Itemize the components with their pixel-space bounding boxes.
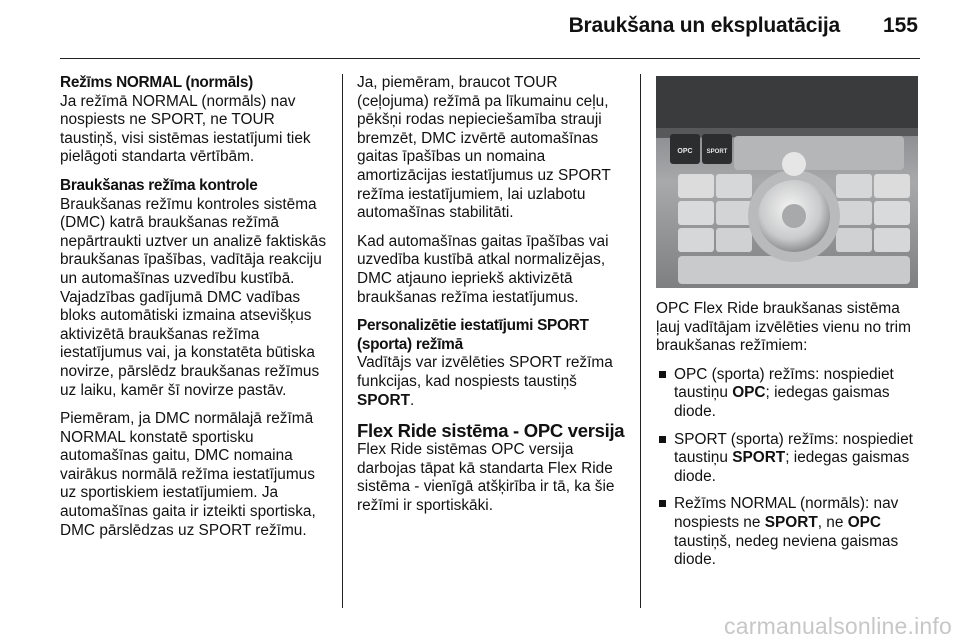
list-item-text: ; iedegas gaismas diode. (674, 449, 910, 485)
list-item-text: , ne (817, 513, 848, 531)
opc-key-name: OPC (732, 384, 766, 402)
list-item-text: SPORT (sporta) režīms: nospiediet taustiņu (674, 430, 913, 467)
sport-key-name: SPORT (732, 449, 786, 467)
list-item (656, 431, 918, 487)
page-header (0, 0, 960, 62)
control-panel-photo (656, 76, 918, 288)
paragraph: Ja, piemēram, braucot TOUR (ceļojuma) režīmā pa līkumainu ceļu, pēkšņi rodas nepieciešamība strauji bremzēt, DMC izvērtē automašīnas gaitas īpašības un nomaina amortizācijas iestatījumus uz SPORT režīma iestatījumiem, lai uzlabotu automašīnas stabilitāti. (357, 74, 611, 222)
paragraph: Kad automašīnas gaitas īpašības vai uzvedība kustībā atkal normalizējas, DMC atjauno iepriekš aktivizētā braukšanas režīma iestatījumus. (357, 232, 609, 306)
opc-button-label: OPC (677, 148, 693, 155)
watermark: carmanualsonline.info (724, 613, 952, 639)
heading-drive-mode-control: Braukšanas režīma kontrole (60, 176, 258, 194)
heading-flex-ride-opc: Flex Ride sistēma - OPC versija (357, 420, 625, 442)
paragraph: Ja režīmā NORMAL (normāls) nav nospiests ne SPORT, ne TOUR taustiņš, visi sistēmas iestatījumi tiek pielāgoti standarta vērtībām. (60, 92, 311, 166)
column-middle (357, 74, 625, 525)
paragraph: OPC Flex Ride braukšanas sistēma ļauj vadītājam izvēlēties vienu no trim braukšanas režīmiem: (656, 300, 911, 355)
page-title: Braukšana un ekspluatācija (568, 14, 840, 37)
sport-button-label: SPORT (706, 149, 728, 155)
list-item-text: Režīms NORMAL (normāls): nav nospiests ne (674, 495, 899, 531)
sport-key-name: SPORT (357, 391, 411, 409)
paragraph: Flex Ride sistēmas OPC versija darbojas tāpat kā standarta Flex Ride sistēma - vienīgā atšķirība ir tā, ka šie režīmi ir sportiskāki. (357, 441, 615, 514)
heading-sport-personalized: Personalizētie iestatījumi SPORT (sporta) režīmā (357, 317, 589, 353)
header-rule (60, 58, 920, 59)
column-left (60, 74, 332, 550)
mode-list (656, 366, 918, 570)
control-panel-illustration (656, 76, 918, 288)
list-item-text: taustiņš, nedeg neviena gaismas diode. (674, 532, 899, 569)
list-item (656, 366, 918, 422)
column-right (656, 300, 918, 579)
paragraph-text: Vadītājs var izvēlēties SPORT režīma funkcijas, kad nospiests taustiņš (357, 354, 613, 390)
list-item (656, 495, 918, 569)
heading-normal-mode: Režīms NORMAL (normāls) (60, 74, 253, 91)
paragraph (357, 354, 625, 410)
paragraph: Braukšanas režīmu kontroles sistēma (DMC) katrā braukšanas režīmā nepārtraukti uztver un analizē faktiskās braukšanas īpašības, vadītāja reakciju un automašīnas uzvedību kustībā. Vajadzības gadījumā DMC vadības bloks automātiski izmaina atsevišķus aktivizētā braukšanas režīma iestatījumus vai, ja konstatēta būtiska novirze, pārslēdz braukšanas režīmus uz laiku, kamēr šī novirze pastāv. (60, 195, 327, 399)
sport-key-name: SPORT (764, 513, 818, 531)
list-item-text: ; iedegas gaismas diode. (674, 384, 890, 420)
page-number: 155 (882, 14, 918, 37)
column-divider (640, 74, 641, 608)
list-item-text: OPC (sporta) režīms: nospiediet taustiņu (674, 365, 894, 402)
paragraph-text: . (410, 391, 415, 409)
opc-key-name: OPC (847, 513, 882, 531)
column-divider (342, 74, 343, 608)
paragraph: Piemēram, ja DMC normālajā režīmā NORMAL konstatē sportisku automašīnas gaitu, DMC nomaina vairākus normālā režīma iestatījumus uz sportiskiem iestatījumiem. Ja automašīnas gaita ir izteikti sportiska, DMC pārslēdzas uz SPORT režīmu. (60, 410, 316, 539)
